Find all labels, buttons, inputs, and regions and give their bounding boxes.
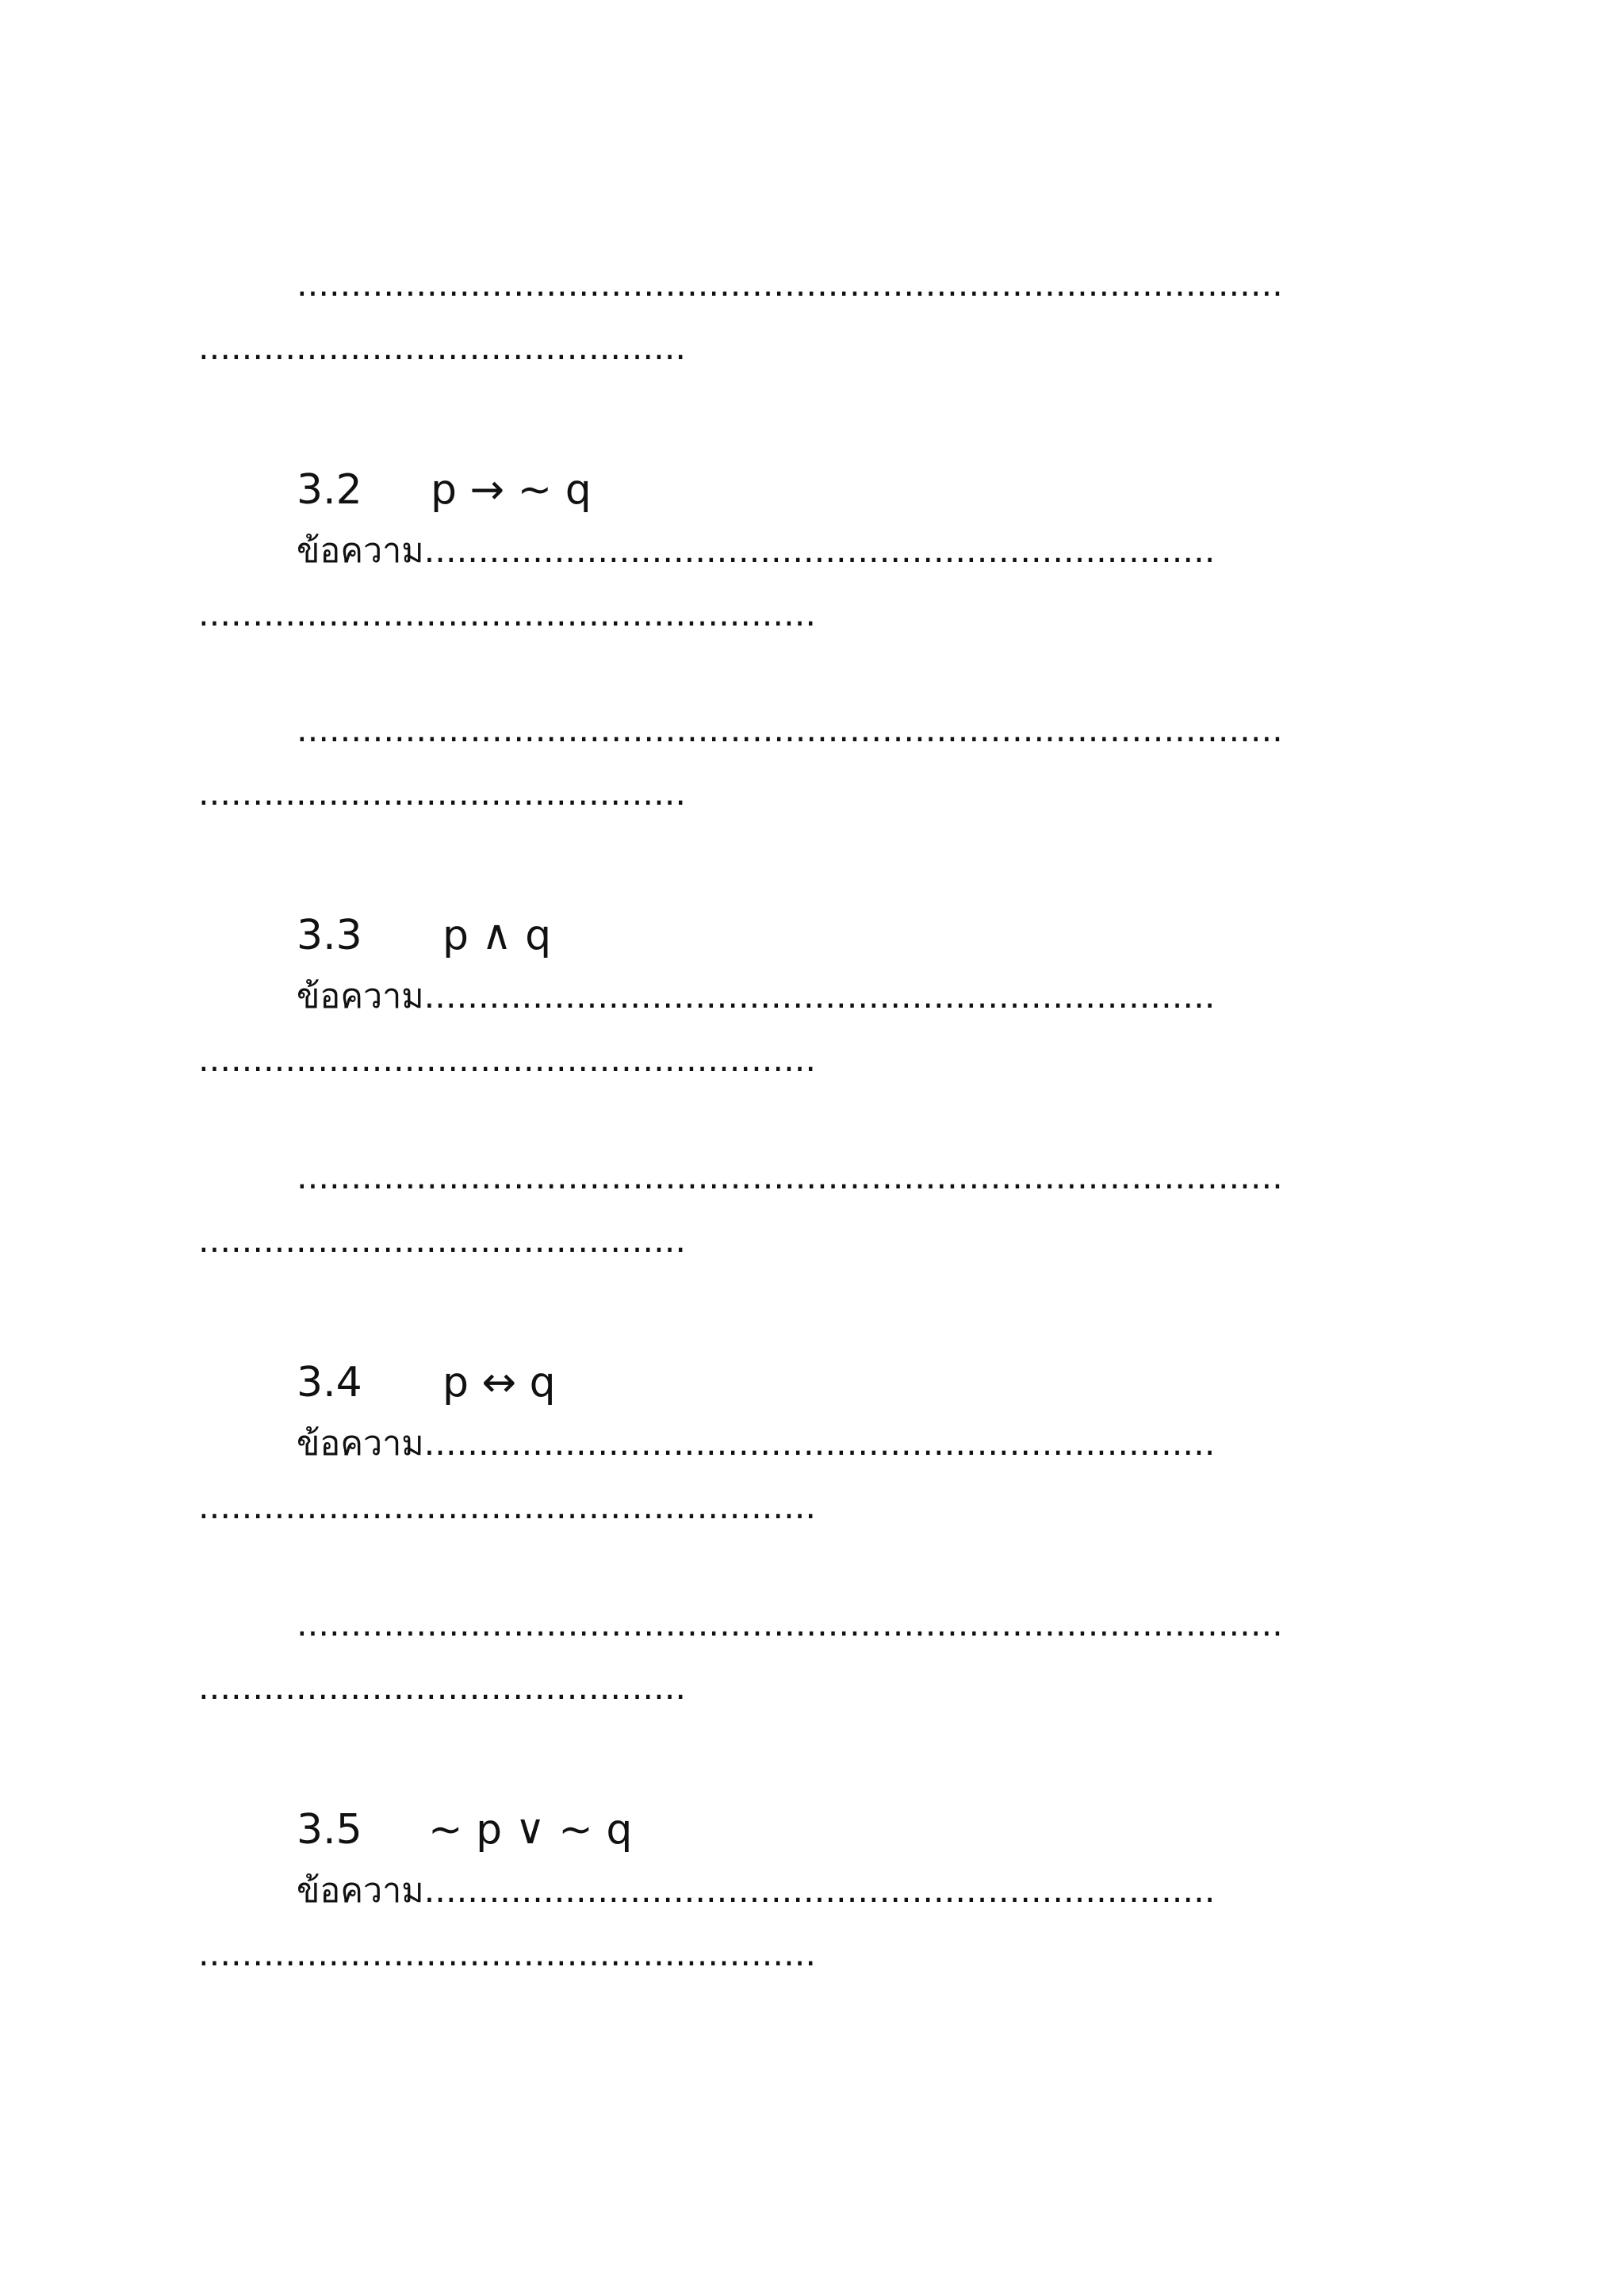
- item-3-4-number: 3.4: [297, 1359, 362, 1406]
- item-3-4-answer-line-1: ...........................................................................................: [297, 1605, 1283, 1644]
- item-3-2-message-line-1: ข้อความ.........................................................................: [297, 531, 1216, 571]
- item-3-4-message-line-1: ข้อความ.........................................................................: [297, 1424, 1216, 1464]
- top-answer-line-2: .............................................: [198, 328, 687, 368]
- item-3-3-answer-line-2: .............................................: [198, 1221, 687, 1261]
- item-3-4-expression: p ↔ q: [442, 1359, 556, 1406]
- item-3-2-answer-line-1: ...........................................................................................: [297, 710, 1283, 750]
- item-3-5-message-line-1: ข้อความ.........................................................................: [297, 1871, 1216, 1911]
- item-3-5-message-line-2: .........................................................: [198, 1934, 817, 1974]
- item-3-3-answer-line-1: ...........................................................................................: [297, 1158, 1283, 1197]
- item-3-2-number: 3.2: [297, 466, 362, 514]
- item-3-2-answer-line-2: .............................................: [198, 774, 687, 813]
- item-3-5-expression: ~ p ∨ ~ q: [428, 1806, 633, 1854]
- item-3-5-number: 3.5: [297, 1806, 362, 1854]
- item-3-2-expression: p → ~ q: [431, 466, 592, 514]
- item-3-3-message-line-1: ข้อความ.........................................................................: [297, 977, 1216, 1016]
- item-3-4-answer-line-2: .............................................: [198, 1668, 687, 1708]
- item-3-3-number: 3.3: [297, 912, 362, 959]
- item-3-2-message-line-2: .........................................................: [198, 595, 817, 634]
- item-3-3-expression: p ∧ q: [442, 912, 552, 959]
- top-answer-line-1: ...........................................................................................: [297, 265, 1283, 304]
- item-3-4-message-line-2: .........................................................: [198, 1487, 817, 1527]
- item-3-3-message-line-2: .........................................................: [198, 1040, 817, 1080]
